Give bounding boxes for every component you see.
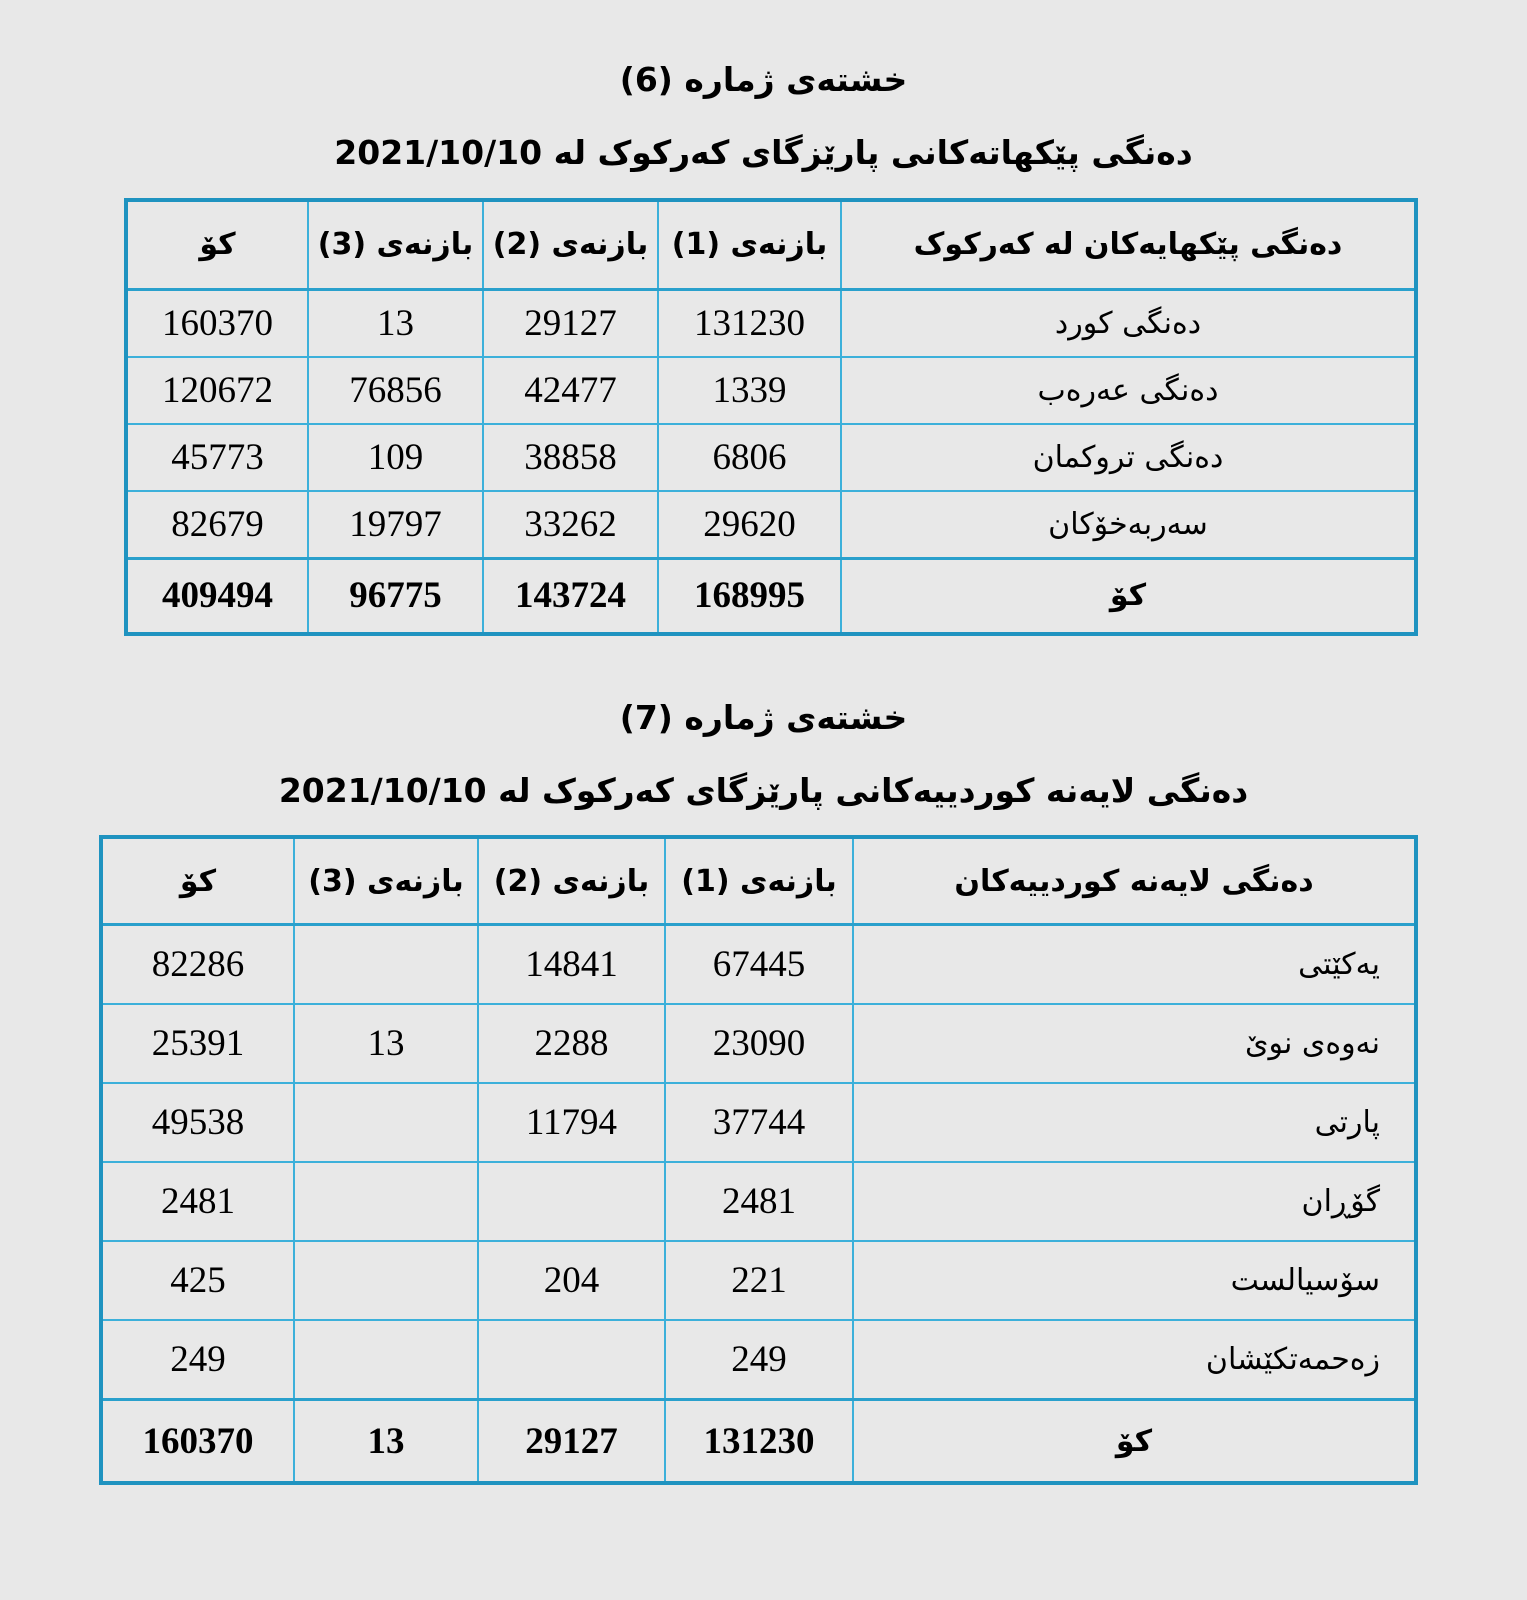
value-cell: 109	[308, 424, 483, 491]
table7-header-circle1: بازنەی (1)	[665, 837, 853, 925]
section-table-6	[0, 60, 1527, 636]
table7-header-total: کۆ	[101, 837, 294, 925]
table-row	[126, 491, 1416, 559]
value-cell: 67445	[665, 925, 853, 1005]
value-cell: 13	[294, 1004, 478, 1083]
table6-header-circle1: بازنەی (1)	[658, 200, 841, 290]
row-label: یەکێتی	[853, 925, 1416, 1005]
value-cell: 33262	[483, 491, 658, 559]
value-cell: 82679	[126, 491, 308, 559]
value-cell: 76856	[308, 357, 483, 424]
value-cell: 37744	[665, 1083, 853, 1162]
row-label: سۆسیالست	[853, 1241, 1416, 1320]
value-cell	[478, 1320, 665, 1400]
table6-title: خشتەی ژمارە (6)	[619, 60, 908, 99]
table-row	[126, 357, 1416, 424]
table6-header-total: کۆ	[126, 200, 308, 290]
value-cell: 11794	[478, 1083, 665, 1162]
value-cell	[294, 1241, 478, 1320]
table7-header-circle3: بازنەی (3)	[294, 837, 478, 925]
value-cell	[478, 1162, 665, 1241]
table-row	[101, 1241, 1416, 1320]
value-cell: 131230	[658, 289, 841, 357]
table-row	[101, 1320, 1416, 1400]
value-cell: 29127	[483, 289, 658, 357]
value-cell: 221	[665, 1241, 853, 1320]
total-row	[101, 1400, 1416, 1484]
value-cell: 249	[101, 1320, 294, 1400]
total-label: کۆ	[841, 558, 1416, 634]
table6-subtitle: دەنگی پێکهاتەکانی پارێزگای کەرکوک لە 2021/10/10	[334, 133, 1193, 173]
table7-title: خشتەی ژمارە (7)	[619, 697, 908, 737]
total-value-cell: 13	[294, 1400, 478, 1484]
row-label: دەنگی عەرەب	[841, 357, 1416, 424]
table6-header-row	[126, 200, 1416, 290]
value-cell: 1339	[658, 357, 841, 424]
total-value-cell: 29127	[478, 1400, 665, 1484]
table-row	[101, 1162, 1416, 1241]
value-cell: 204	[478, 1241, 665, 1320]
table6	[124, 198, 1418, 636]
value-cell	[294, 925, 478, 1005]
total-value-cell: 143724	[483, 558, 658, 634]
row-label: دەنگی کورد	[841, 289, 1416, 357]
row-label: نەوەی نوێ	[853, 1004, 1416, 1083]
value-cell: 2288	[478, 1004, 665, 1083]
table-row	[126, 424, 1416, 491]
value-cell: 160370	[126, 289, 308, 357]
total-row	[126, 558, 1416, 634]
value-cell: 6806	[658, 424, 841, 491]
table7-subtitle: دەنگی لایەنە کوردییەکانی پارێزگای کەرکوک لە 2021/10/10	[278, 770, 1249, 810]
total-value-cell: 131230	[665, 1400, 853, 1484]
row-label: زەحمەتکێشان	[853, 1320, 1416, 1400]
table6-header-circle3: بازنەی (3)	[308, 200, 483, 290]
table7-header-label: دەنگی لایەنە کوردییەکان	[853, 837, 1416, 925]
value-cell: 19797	[308, 491, 483, 559]
value-cell: 425	[101, 1241, 294, 1320]
value-cell: 13	[308, 289, 483, 357]
value-cell: 82286	[101, 925, 294, 1005]
value-cell: 2481	[665, 1162, 853, 1241]
table-row	[126, 289, 1416, 357]
total-value-cell: 168995	[658, 558, 841, 634]
row-label: گۆڕان	[853, 1162, 1416, 1241]
table-row	[101, 1004, 1416, 1083]
value-cell: 38858	[483, 424, 658, 491]
table7	[99, 835, 1418, 1485]
total-value-cell: 160370	[101, 1400, 294, 1484]
row-label: دەنگی تروکمان	[841, 424, 1416, 491]
value-cell	[294, 1320, 478, 1400]
table7-header-row	[101, 837, 1416, 925]
table7-header-circle2: بازنەی (2)	[478, 837, 665, 925]
value-cell	[294, 1162, 478, 1241]
table6-header-circle2: بازنەی (2)	[483, 200, 658, 290]
value-cell	[294, 1083, 478, 1162]
value-cell: 42477	[483, 357, 658, 424]
value-cell: 45773	[126, 424, 308, 491]
table-row	[101, 1083, 1416, 1162]
row-label: پارتی	[853, 1083, 1416, 1162]
total-value-cell: 409494	[126, 558, 308, 634]
table-row	[101, 925, 1416, 1005]
table6-header-label: دەنگی پێکهایەکان لە کەرکوک	[841, 200, 1416, 290]
value-cell: 249	[665, 1320, 853, 1400]
total-label: کۆ	[853, 1400, 1416, 1484]
total-value-cell: 96775	[308, 558, 483, 634]
value-cell: 49538	[101, 1083, 294, 1162]
row-label: سەربەخۆکان	[841, 491, 1416, 559]
value-cell: 120672	[126, 357, 308, 424]
value-cell: 2481	[101, 1162, 294, 1241]
value-cell: 23090	[665, 1004, 853, 1083]
value-cell: 25391	[101, 1004, 294, 1083]
section-table-7	[0, 698, 1527, 1486]
value-cell: 14841	[478, 925, 665, 1005]
value-cell: 29620	[658, 491, 841, 559]
